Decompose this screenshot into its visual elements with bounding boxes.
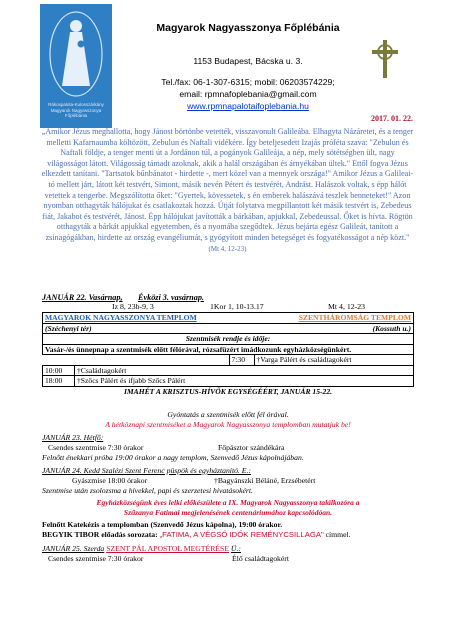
begyik-lecturer: BEGYIK TIBOR előadás sorozata: bbox=[42, 530, 158, 539]
tuesday-header: JANUÁR 24. Kedd Szalézi Szent Ferenc püspök és egyháztanító. E.: bbox=[42, 466, 251, 475]
monday-mass bbox=[42, 443, 414, 452]
reading-1: Iz 8, 23b-9, 3 bbox=[112, 302, 154, 311]
mass-time: 10:00 bbox=[43, 365, 75, 376]
monday-choir: Felnőtt énekkari próba 19:00 órakor a nagy templom, Szenvedő Jézus kápolnájában. bbox=[42, 453, 304, 462]
tuesday-vespers: Szentmise után zsolozsma a hívekkel, papi és szerzetesi hivatásokért. bbox=[42, 486, 253, 495]
vigil-note: Vasár-/és ünnepnap a szentmisék előtt félórával, rózsafüzért imádkozunk egyházközségünkért. bbox=[43, 344, 414, 355]
sunday-feast: Évközi 3. vasárnap. bbox=[138, 293, 204, 302]
parish-logo bbox=[40, 4, 112, 128]
church-2: SZENTHÁROMSÁG TEMPLOM bbox=[254, 313, 414, 324]
begyik-line bbox=[42, 530, 414, 539]
mass-order: Szentmisék rendje és idője: bbox=[43, 334, 414, 345]
address: 1153 Budapest, Bácska u. 3. bbox=[193, 56, 303, 66]
begyik-end: címmel. bbox=[325, 530, 351, 539]
catechesis-text: Felnőtt Katekézis a templomban (Szenvedő Jézus kápolna), 19:00 órakor. bbox=[42, 520, 283, 529]
wednesday-mass bbox=[42, 554, 414, 563]
church-1-location: (Széchenyi tér) bbox=[43, 323, 255, 334]
mass-time: 7:30 bbox=[229, 355, 254, 366]
mass-time: 18:00 bbox=[43, 376, 75, 387]
wednesday-rank: Ü.: bbox=[230, 544, 241, 553]
mass-intention: †Varga Pálért és családtagokért bbox=[254, 355, 414, 366]
begyik-title: „FATIMA, A VÉGSŐ IDŐK REMÉNYCSILLAGA" bbox=[159, 530, 324, 539]
reading-3: Mt 4, 12-23 bbox=[328, 302, 366, 311]
confession-note: Gyóntatás a szentmisék előtt fél órával. bbox=[167, 410, 289, 419]
parish-title: Magyarok Nagyasszonya Főplébánia bbox=[156, 22, 340, 34]
tuesday-mass bbox=[42, 476, 414, 485]
fatima-line-1: Egyházközségünk éves lelki előkészülete a IX. Magyarok Nagyasszonya találkozóra a bbox=[96, 498, 360, 507]
church-2-location: (Kossuth u.) bbox=[254, 323, 414, 334]
madonna-icon bbox=[40, 4, 112, 102]
wednesday-feast: SZENT PÁL APOSTOL MEGTÉRÉSE bbox=[106, 544, 229, 553]
logo-caption: Rákospalota-Kulosszárkány Magyarok Nagyasszonya Főplébánia bbox=[48, 102, 104, 118]
wednesday-mass-intention: Élő családtagokért bbox=[232, 554, 289, 563]
tuesday-mass-intention: †Bagyánszki Béláné, Erzsébetért bbox=[214, 476, 316, 485]
monday-mass-intention: Főpásztor szándékára bbox=[218, 443, 285, 452]
fatima-line-2: Szűzanya Fatimai megjelenésének centenáriumához kapcsolódóan. bbox=[123, 508, 333, 517]
bulletin-date: 2017. 01. 22. bbox=[371, 114, 413, 123]
website-link[interactable]: www.rpmnapalotaifoplebania.hu bbox=[187, 101, 309, 111]
monday-header: JANUÁR 23. Hétfő: bbox=[42, 433, 104, 442]
phone: Tel./fax: 06-1-307-6315; mobil: 06203574229; bbox=[161, 77, 335, 87]
catechesis bbox=[42, 520, 414, 529]
tuesday-mass-time: Gyászmise 18:00 órakor bbox=[72, 476, 148, 485]
monday-mass-time: Csendes szentmise 7:30 órakor bbox=[48, 443, 144, 452]
sunday-day: JANUÁR 22. Vasárnap, bbox=[42, 293, 123, 302]
mass-intention: †Szőcs Pálért és ifjabb Szőcs Pálért bbox=[75, 376, 414, 387]
church-1: MAGYAROK NAGYASSZONYA TEMPLOM bbox=[43, 313, 255, 324]
gospel-ref: (Mt 4, 12-23) bbox=[208, 244, 247, 253]
reading-2: 1Kor 1, 10-13.17 bbox=[210, 302, 264, 311]
unity-week: IMAHÉT A KRISZTUS-HÍVŐK EGYSÉGÉÉRT, JANUÁR 15-22. bbox=[123, 386, 333, 396]
email[interactable]: email: rpmnafoplebania@gmail.com bbox=[179, 89, 317, 99]
mass-intention: †Családtagokért bbox=[75, 365, 414, 376]
gospel-text bbox=[40, 127, 415, 254]
mass-schedule-table bbox=[42, 312, 414, 396]
wednesday-header bbox=[42, 544, 414, 553]
wednesday-mass-time: Csendes szentmise 7:30 órakor bbox=[48, 554, 144, 563]
wednesday-day: JANUÁR 25. Szerda bbox=[42, 544, 105, 553]
weekday-note: A hétköznapi szentmiséket a Magyarok Nagyasszonya templomban mutatjuk be! bbox=[105, 420, 351, 429]
gospel-body: „Amikor Jézus meghallotta, hogy Jánost börtönbe vetették, visszavonult Galileába. Elhagyta Názáretet, és a tenger melletti Kafarnaumba költözött, Zebulun és Naftali vidékére. Így beteljesedett Izajás próféta szava: "Zebulun és Naftali földje, a tenger menti út a Jordánon túl, a pogányok Galileája, a nép, mely sötétségben ült, nagy világosságot látott. Világosság támadt azoknak, akik a halál országában és árnyékában ültek." Ettől fogva Jézus elkezdett tanítani. "Tartsatok bűnbánatot - hirdette -, mert közel van a mennyek országa!" Amikor Jézus a Galileai-tó mellett járt, látott két testvért, Simont, másik nevén Pétert és testvérét, Andrást. Halászok voltak, s épp hálót vetettek a tengerbe. Megszólította őket: "Gyertek, kövessetek, s én emberek halászává teszlek benneteket!" Azon nyomban otthagyták hálójukat és csatlakoztak hozzá. Útját folytatva megpillantott két másik testvért is, Zebedeus fiát, Jakabot és testvérét, Jánost. Épp hálójukat javították a bárkában, apjukkal, Zebedeussal. Őket is hívta. Rögtön otthagyták a bárkát apjukkal egyetemben, és a nyomába szegődtek. Jézus bejárta egész Galileát, tanított a zsinagógákban, hirdette az ország evangéliumát, s gyógyított minden betegséget és fogyatékosságot a nép közt." bbox=[41, 127, 414, 242]
